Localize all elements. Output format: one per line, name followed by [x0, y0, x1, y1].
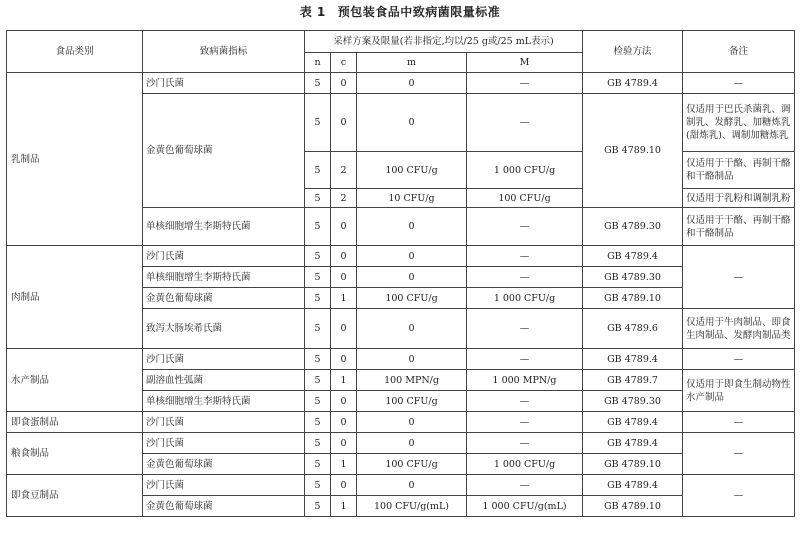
- c-cell: 0: [331, 246, 357, 267]
- table-row: [7, 246, 795, 267]
- c-cell: 0: [331, 309, 357, 349]
- pathogen-cell: 沙门氏菌: [143, 475, 305, 496]
- M-cell: —: [467, 73, 583, 94]
- header-method: 检验方法: [583, 31, 683, 73]
- method-cell: GB 4789.7: [583, 370, 683, 391]
- n-cell: 5: [305, 391, 331, 412]
- method-cell: GB 4789.4: [583, 412, 683, 433]
- pathogen-cell: 单核细胞增生李斯特氏菌: [143, 208, 305, 246]
- n-cell: 5: [305, 208, 331, 246]
- method-cell: GB 4789.10: [583, 496, 683, 517]
- pathogen-cell: 单核细胞增生李斯特氏菌: [143, 391, 305, 412]
- n-cell: 5: [305, 496, 331, 517]
- M-cell: —: [467, 309, 583, 349]
- n-cell: 5: [305, 152, 331, 189]
- pathogen-cell: 沙门氏菌: [143, 349, 305, 370]
- m-cell: 100 CFU/g: [357, 288, 467, 309]
- n-cell: 5: [305, 370, 331, 391]
- c-cell: 2: [331, 189, 357, 208]
- header-c: c: [331, 53, 357, 73]
- method-cell: GB 4789.10: [583, 454, 683, 475]
- M-cell: —: [467, 391, 583, 412]
- M-cell: 100 CFU/g: [467, 189, 583, 208]
- method-cell: GB 4789.4: [583, 475, 683, 496]
- remark-cell: —: [683, 246, 795, 309]
- m-cell: 0: [357, 475, 467, 496]
- method-cell: GB 4789.4: [583, 246, 683, 267]
- c-cell: 1: [331, 496, 357, 517]
- method-cell: GB 4789.10: [583, 288, 683, 309]
- m-cell: 0: [357, 246, 467, 267]
- m-cell: 100 CFU/g: [357, 152, 467, 189]
- m-cell: 100 CFU/g: [357, 391, 467, 412]
- m-cell: 10 CFU/g: [357, 189, 467, 208]
- category-cell: 粮食制品: [7, 433, 143, 475]
- M-cell: —: [467, 246, 583, 267]
- M-cell: 1 000 MPN/g: [467, 370, 583, 391]
- header-n: n: [305, 53, 331, 73]
- remark-cell: 仅适用于干酪、再制干酪和干酪制品: [683, 152, 795, 189]
- m-cell: 0: [357, 94, 467, 152]
- n-cell: 5: [305, 454, 331, 475]
- category-cell: 水产制品: [7, 349, 143, 412]
- m-cell: 0: [357, 267, 467, 288]
- M-cell: 1 000 CFU/g: [467, 454, 583, 475]
- c-cell: 1: [331, 454, 357, 475]
- c-cell: 0: [331, 475, 357, 496]
- remark-cell: 仅适用于巴氏杀菌乳、调制乳、发酵乳、加糖炼乳(甜炼乳)、调制加糖炼乳: [683, 94, 795, 152]
- table-caption: 预包装食品中致病菌限量标准: [337, 5, 501, 19]
- category-cell: 即食蛋制品: [7, 412, 143, 433]
- header-remark: 备注: [683, 31, 795, 73]
- n-cell: 5: [305, 412, 331, 433]
- c-cell: 1: [331, 370, 357, 391]
- pathogen-cell: 金黄色葡萄球菌: [143, 288, 305, 309]
- category-cell: 肉制品: [7, 246, 143, 349]
- m-cell: 0: [357, 412, 467, 433]
- m-cell: 0: [357, 349, 467, 370]
- method-cell: GB 4789.30: [583, 208, 683, 246]
- method-cell: GB 4789.6: [583, 309, 683, 349]
- pathogen-cell: 单核细胞增生李斯特氏菌: [143, 267, 305, 288]
- M-cell: —: [467, 349, 583, 370]
- remark-cell: —: [683, 412, 795, 433]
- remark-cell: —: [683, 433, 795, 475]
- pathogen-limit-table: [6, 30, 795, 517]
- method-cell: GB 4789.30: [583, 391, 683, 412]
- pathogen-cell: 金黄色葡萄球菌: [143, 454, 305, 475]
- m-cell: 0: [357, 433, 467, 454]
- table-row: [7, 412, 795, 433]
- n-cell: 5: [305, 349, 331, 370]
- M-cell: 1 000 CFU/g: [467, 152, 583, 189]
- c-cell: 1: [331, 288, 357, 309]
- n-cell: 5: [305, 246, 331, 267]
- method-cell: GB 4789.4: [583, 349, 683, 370]
- category-cell: 即食豆制品: [7, 475, 143, 517]
- table-number: 表 1: [299, 5, 326, 19]
- table-row: [7, 475, 795, 496]
- c-cell: 0: [331, 73, 357, 94]
- remark-cell: 仅适用于干酪、再制干酪和干酪制品: [683, 208, 795, 246]
- n-cell: 5: [305, 267, 331, 288]
- method-cell: GB 4789.10: [583, 94, 683, 208]
- remark-cell: 仅适用于乳粉和调制乳粉: [683, 189, 795, 208]
- c-cell: 0: [331, 267, 357, 288]
- M-cell: —: [467, 208, 583, 246]
- n-cell: 5: [305, 309, 331, 349]
- M-cell: —: [467, 475, 583, 496]
- pathogen-cell: 致泻大肠埃希氏菌: [143, 309, 305, 349]
- n-cell: 5: [305, 189, 331, 208]
- n-cell: 5: [305, 475, 331, 496]
- remark-cell: 仅适用于牛肉制品、即食生肉制品、发酵肉制品类: [683, 309, 795, 349]
- n-cell: 5: [305, 433, 331, 454]
- pathogen-cell: 沙门氏菌: [143, 412, 305, 433]
- table-row: [7, 349, 795, 370]
- m-cell: 0: [357, 208, 467, 246]
- M-cell: —: [467, 412, 583, 433]
- m-cell: 0: [357, 73, 467, 94]
- M-cell: 1 000 CFU/g(mL): [467, 496, 583, 517]
- m-cell: 100 CFU/g: [357, 454, 467, 475]
- c-cell: 0: [331, 433, 357, 454]
- n-cell: 5: [305, 288, 331, 309]
- pathogen-cell: 沙门氏菌: [143, 73, 305, 94]
- c-cell: 0: [331, 94, 357, 152]
- M-cell: —: [467, 267, 583, 288]
- m-cell: 0: [357, 309, 467, 349]
- remark-cell: —: [683, 475, 795, 517]
- header-category: 食品类别: [7, 31, 143, 73]
- header-m: m: [357, 53, 467, 73]
- header-row-1: [7, 31, 795, 53]
- method-cell: GB 4789.30: [583, 267, 683, 288]
- n-cell: 5: [305, 73, 331, 94]
- remark-cell: 仅适用于即食生制动物性水产制品: [683, 370, 795, 412]
- header-M-upper: M: [467, 53, 583, 73]
- table-row: [7, 73, 795, 94]
- pathogen-cell: 副溶血性弧菌: [143, 370, 305, 391]
- c-cell: 2: [331, 152, 357, 189]
- table-title: [0, 3, 800, 20]
- method-cell: GB 4789.4: [583, 73, 683, 94]
- c-cell: 0: [331, 391, 357, 412]
- category-cell: 乳制品: [7, 73, 143, 246]
- c-cell: 0: [331, 412, 357, 433]
- m-cell: 100 MPN/g: [357, 370, 467, 391]
- c-cell: 0: [331, 349, 357, 370]
- pathogen-cell: 沙门氏菌: [143, 433, 305, 454]
- m-cell: 100 CFU/g(mL): [357, 496, 467, 517]
- pathogen-cell: 金黄色葡萄球菌: [143, 94, 305, 208]
- M-cell: 1 000 CFU/g: [467, 288, 583, 309]
- M-cell: —: [467, 94, 583, 152]
- pathogen-cell: 金黄色葡萄球菌: [143, 496, 305, 517]
- header-sampling: 采样方案及限量(若非指定,均以/25 g或/25 mL表示): [305, 31, 583, 53]
- c-cell: 0: [331, 208, 357, 246]
- remark-cell: —: [683, 349, 795, 370]
- M-cell: —: [467, 433, 583, 454]
- pathogen-cell: 沙门氏菌: [143, 246, 305, 267]
- header-pathogen: 致病菌指标: [143, 31, 305, 73]
- table-row: [7, 433, 795, 454]
- method-cell: GB 4789.4: [583, 433, 683, 454]
- n-cell: 5: [305, 94, 331, 152]
- remark-cell: —: [683, 73, 795, 94]
